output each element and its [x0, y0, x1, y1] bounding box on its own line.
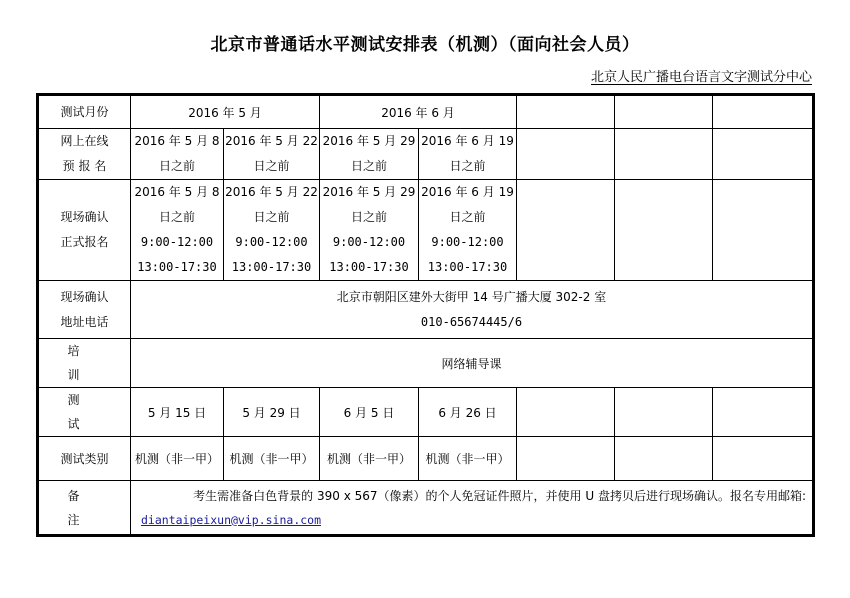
online-cell	[419, 129, 517, 180]
online-cell	[224, 129, 320, 180]
onsite-cell-date: 2016 年 6 月 19	[421, 185, 514, 199]
empty-cell	[713, 96, 813, 129]
online-label	[39, 129, 131, 180]
onsite-cell	[320, 180, 419, 281]
empty-cell	[517, 180, 615, 281]
schedule-table	[38, 95, 813, 535]
onsite-cell-afternoon: 13:00-17:30	[329, 260, 409, 274]
empty-cell	[713, 129, 813, 180]
remarks-label: 备 注	[39, 481, 131, 535]
empty-cell	[615, 388, 713, 437]
online-cell-date: 2016 年 5 月 8	[134, 134, 220, 148]
remarks-text: 考生需准备白色背景的 390 x 567（像素）的个人免冠证件照片，并使用 U 盘拷贝后进行现场确认。报名专用邮箱:	[193, 488, 806, 503]
online-label-line1: 网上在线	[60, 134, 109, 148]
online-cell	[131, 129, 224, 180]
onsite-label-line1: 现场确认	[60, 210, 109, 224]
onsite-label-line2: 正式报名	[60, 235, 109, 249]
empty-cell	[615, 437, 713, 481]
test-date-cell: 5 月 15 日	[131, 388, 224, 437]
online-cell-suffix: 日之前	[158, 159, 195, 173]
onsite-cell-date: 2016 年 5 月 8	[134, 185, 220, 199]
test-row	[39, 388, 813, 437]
onsite-cell-suffix: 日之前	[449, 210, 486, 224]
online-cell-suffix: 日之前	[350, 159, 387, 173]
online-cell-suffix: 日之前	[253, 159, 290, 173]
address-label	[39, 281, 131, 339]
onsite-cell-morning: 9:00-12:00	[332, 235, 406, 249]
empty-cell	[713, 388, 813, 437]
onsite-cell-afternoon: 13:00-17:30	[427, 260, 508, 274]
onsite-row	[39, 180, 813, 281]
onsite-cell-afternoon: 13:00-17:30	[231, 260, 312, 274]
category-cell: 机测（非一甲）	[419, 437, 517, 481]
category-cell: 机测（非一甲）	[131, 437, 224, 481]
category-cell: 机测（非一甲）	[224, 437, 320, 481]
remarks-row	[39, 481, 813, 535]
onsite-cell	[224, 180, 320, 281]
empty-cell	[615, 96, 713, 129]
page-title: 北京市普通话水平测试安排表（机测）（面向社会人员）	[210, 35, 640, 55]
category-row	[39, 437, 813, 481]
address-cell	[131, 281, 813, 339]
test-date-cell: 6 月 5 日	[320, 388, 419, 437]
address-row	[39, 281, 813, 339]
empty-cell	[713, 180, 813, 281]
remarks-email-line	[137, 508, 806, 532]
address-label-line1: 现场确认	[60, 289, 109, 304]
month-may: 2016 年 5 月	[131, 96, 320, 129]
onsite-cell-suffix: 日之前	[158, 210, 195, 224]
address-text: 北京市朝阳区建外大街甲 14 号广播大厦 302-2 室	[336, 289, 607, 304]
empty-cell	[615, 180, 713, 281]
online-cell	[320, 129, 419, 180]
empty-cell	[713, 437, 813, 481]
training-value: 网络辅导课	[131, 339, 813, 388]
month-row	[39, 96, 813, 129]
category-cell: 机测（非一甲）	[320, 437, 419, 481]
empty-cell	[517, 437, 615, 481]
test-date-cell: 6 月 26 日	[419, 388, 517, 437]
onsite-cell-date: 2016 年 5 月 29	[322, 185, 416, 199]
remarks-cell	[131, 481, 813, 535]
address-label-line2: 地址电话	[60, 314, 109, 329]
onsite-cell-date: 2016 年 5 月 22	[225, 185, 318, 199]
online-cell-date: 2016 年 5 月 22	[225, 134, 318, 148]
empty-cell	[517, 96, 615, 129]
month-june: 2016 年 6 月	[320, 96, 517, 129]
empty-cell	[615, 129, 713, 180]
online-cell-date: 2016 年 6 月 19	[421, 134, 514, 148]
email-link[interactable]: diantaipeixun@vip.sina.com	[141, 512, 322, 527]
onsite-cell	[419, 180, 517, 281]
onsite-cell-morning: 9:00-12:00	[140, 235, 214, 249]
onsite-cell-suffix: 日之前	[350, 210, 387, 224]
empty-cell	[517, 388, 615, 437]
test-label: 测 试	[39, 388, 131, 437]
online-cell-suffix: 日之前	[449, 159, 486, 173]
onsite-label	[39, 180, 131, 281]
organizer-name: 北京人民广播电台语言文字测试分中心	[590, 70, 812, 85]
training-label: 培 训	[39, 339, 131, 388]
onsite-cell-morning: 9:00-12:00	[235, 235, 308, 249]
month-label: 测试月份	[39, 96, 131, 129]
training-row	[39, 339, 813, 388]
onsite-cell	[131, 180, 224, 281]
phone-text: 010-65674445/6	[420, 314, 523, 329]
online-row	[39, 129, 813, 180]
test-date-cell: 5 月 29 日	[224, 388, 320, 437]
online-cell-date: 2016 年 5 月 29	[322, 134, 416, 148]
onsite-cell-afternoon: 13:00-17:30	[137, 260, 217, 274]
onsite-cell-suffix: 日之前	[253, 210, 290, 224]
online-label-line2: 预 报 名	[62, 159, 107, 173]
empty-cell	[517, 129, 615, 180]
category-label: 测试类别	[39, 437, 131, 481]
onsite-cell-morning: 9:00-12:00	[431, 235, 504, 249]
